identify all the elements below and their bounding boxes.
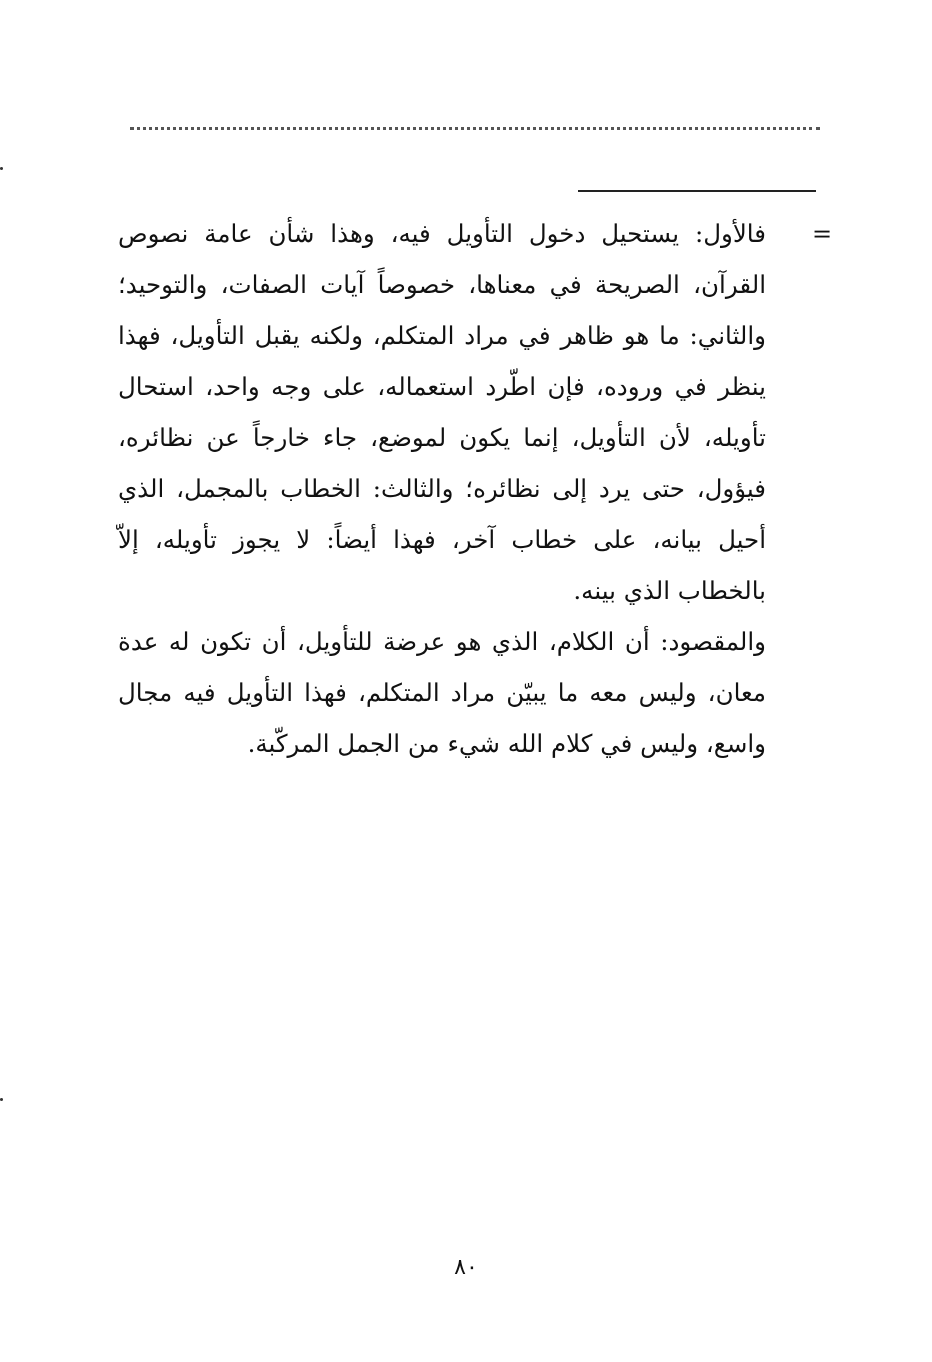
footnote-rule: [578, 190, 816, 192]
footnote-text: [118, 208, 766, 769]
margin-speck: [0, 167, 3, 170]
footnote-continuation-mark: =: [812, 220, 833, 248]
margin-speck: [0, 1098, 3, 1101]
dotted-separator: [130, 127, 820, 130]
page-number: ٨٠: [454, 1255, 478, 1280]
footnote-paragraph: فالأول: يستحيل دخول التأويل فيه، وهذا شأن عامة نصوص القرآن، الصريحة في معناها، خصوصاً آيات الصفات، والتوحيد؛ والثاني: ما هو ظاهر في مراد المتكلم، ولكنه يقبل التأويل، فهذا ينظر في وروده، فإن اطّرد استعماله، على وجه واحد، استحال تأويله، لأن التأويل، إنما يكون لموضع، جاء خارجاً عن نظائره، فيؤول، حتى يرد إلى نظائره؛ والثالث: الخطاب بالمجمل، الذي أحيل بيانه، على خطاب آخر، فهذا أيضاً: لا يجوز تأويله، إلاّ بالخطاب الذي بينه.: [118, 219, 766, 605]
footnote-paragraph: والمقصود: أن الكلام، الذي هو عرضة للتأويل، أن تكون له عدة معان، وليس معه ما يبيّن مراد المتكلم، فهذا التأويل فيه مجال واسع، وليس في كلام الله شيء من الجمل المركّبة.: [118, 627, 766, 758]
